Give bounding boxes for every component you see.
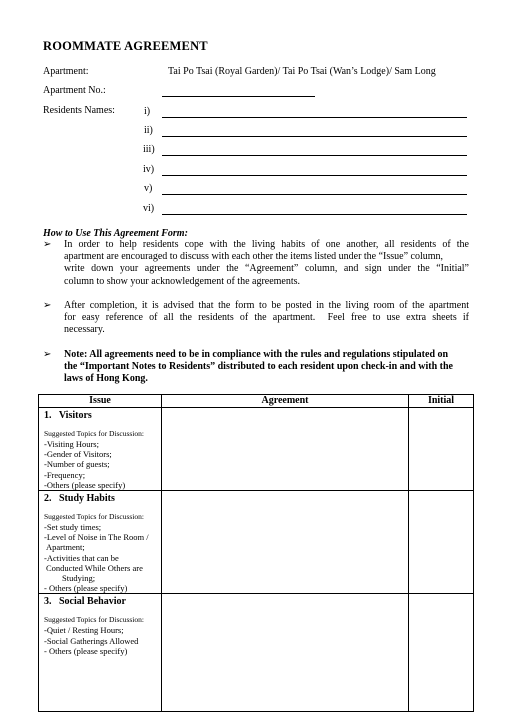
page-title: ROOMMATE AGREEMENT — [43, 39, 208, 53]
bullet-arrow-icon: ➢ — [43, 349, 52, 360]
suggested-topics-label: Suggested Topics for Discussion: — [44, 512, 144, 522]
resident-numeral-6: vi) — [143, 203, 155, 214]
instruction-paragraph-2 — [64, 300, 469, 337]
agreement-column-header: Agreement — [162, 395, 409, 408]
agreement-cell[interactable] — [162, 408, 409, 491]
table-row-study-habits — [39, 491, 474, 594]
instruction-paragraph-1 — [64, 239, 469, 288]
topic-item: -Activities that can be — [44, 552, 119, 563]
paragraph-line: the “Important Notes to Residents” distributed to each resident upon check-in and with the — [64, 361, 453, 373]
issue-cell — [39, 408, 162, 491]
resident-numeral-2: ii) — [144, 125, 153, 136]
agreement-cell[interactable] — [162, 594, 409, 712]
topic-item: - Others (please specify) — [44, 583, 128, 594]
apartment-label: Apartment: — [43, 66, 89, 77]
topic-item: -Quiet / Resting Hours; — [44, 625, 124, 636]
paragraph-line: for easy reference of all the residents of the apartment. Feel free to use extra sheets if — [64, 312, 469, 324]
suggested-topics-label: Suggested Topics for Discussion: — [44, 615, 144, 625]
residents-label: Residents Names: — [43, 105, 115, 116]
issue-cell — [39, 491, 162, 594]
paragraph-line: column to show your acknowledgement of the agreements. — [64, 275, 301, 287]
resident-numeral-5: v) — [144, 183, 153, 194]
topic-item: -Frequency; — [44, 469, 86, 480]
section-title: 2. Study Habits — [44, 493, 115, 505]
initial-cell[interactable] — [409, 491, 474, 594]
topic-item: Apartment; — [46, 542, 85, 553]
table-header-row — [39, 395, 474, 408]
resident-name-field-1[interactable] — [162, 117, 467, 118]
paragraph-line: Note: All agreements need to be in compliance with the rules and regulations stipulated on — [64, 349, 449, 360]
paragraph-line: In order to help residents cope with the living habits of one another, all residents of the — [64, 239, 469, 250]
section-title: 1. Visitors — [44, 410, 92, 421]
resident-name-field-4[interactable] — [162, 175, 467, 176]
paragraph-line: laws of Hong Kong. — [64, 373, 148, 385]
agreement-cell[interactable] — [162, 491, 409, 594]
initial-cell[interactable] — [409, 408, 474, 491]
how-to-heading: How to Use This Agreement Form: — [43, 228, 188, 239]
resident-numeral-4: iv) — [143, 164, 155, 175]
topic-item: -Others (please specify) — [44, 479, 126, 490]
topic-item: Conducted While Others are — [46, 562, 143, 573]
resident-numeral-3: iii) — [143, 144, 155, 155]
topic-item: -Gender of Visitors; — [44, 449, 112, 460]
paragraph-line: write down your agreements under the “Agreement” column, and sign under the “Initial” — [64, 263, 469, 275]
apartment-no-field[interactable] — [162, 96, 315, 97]
issue-column-header: Issue — [39, 395, 162, 408]
bullet-arrow-icon: ➢ — [43, 239, 52, 250]
topic-item: -Number of guests; — [44, 459, 110, 470]
topic-item: -Social Gatherings Allowed — [44, 635, 139, 646]
topic-item: -Set study times; — [44, 522, 102, 533]
topic-item: -Level of Noise in The Room / — [44, 532, 149, 543]
suggested-topics-label: Suggested Topics for Discussion: — [44, 429, 144, 438]
agreement-table — [38, 394, 474, 712]
table-row-social-behavior — [39, 594, 474, 712]
initial-column-header: Initial — [409, 395, 474, 408]
topic-item: Studying; — [62, 573, 96, 584]
initial-cell[interactable] — [409, 594, 474, 712]
compliance-note — [64, 349, 469, 386]
paragraph-line: necessary. — [64, 324, 105, 336]
paragraph-line: apartment are encouraged to discuss with each other the items listed under the “Issue” column, — [64, 251, 444, 263]
paragraph-line: After completion, it is advised that the form to be posted in the living room of the apartment — [64, 300, 469, 311]
table-row-visitors — [39, 408, 474, 491]
apartment-no-label: Apartment No.: — [43, 85, 106, 96]
resident-name-field-2[interactable] — [162, 136, 467, 137]
resident-name-field-5[interactable] — [162, 194, 467, 195]
issue-cell — [39, 594, 162, 712]
apartment-value: Tai Po Tsai (Royal Garden)/ Tai Po Tsai (Wan’s Lodge)/ Sam Long — [168, 66, 436, 77]
section-title: 3. Social Behavior — [44, 596, 126, 608]
resident-name-field-3[interactable] — [162, 155, 467, 156]
bullet-arrow-icon: ➢ — [43, 300, 52, 311]
resident-name-field-6[interactable] — [162, 214, 467, 215]
topic-item: - Others (please specify) — [44, 645, 128, 656]
resident-numeral-1: i) — [144, 106, 151, 117]
topic-item: -Visiting Hours; — [44, 439, 99, 449]
